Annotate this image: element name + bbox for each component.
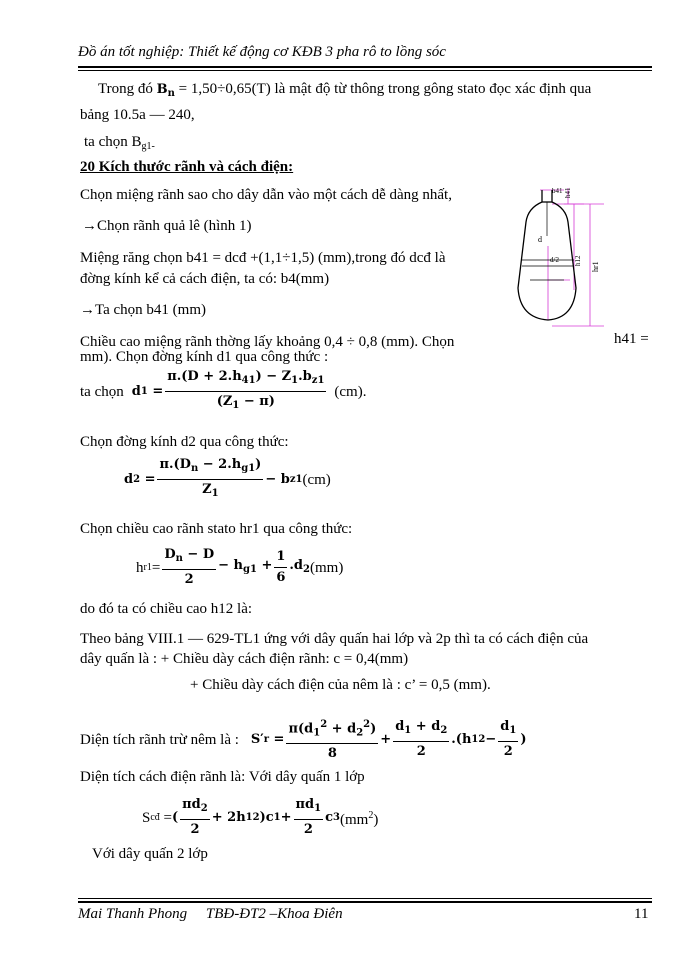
- line-s10a: Theo bảng VIII.1 — 629-TL1 ứng với dây quấn hai lớp và 2p thì ta có cách điện của: [80, 631, 589, 647]
- line-s5b: mm). Chọn đờng kính d1 qua công thức :: [80, 349, 329, 365]
- formula-scd-unit: $(mm^2)$: [340, 809, 379, 828]
- footer-class: TBĐ-ĐT2 –Khoa Điên: [205, 906, 343, 922]
- line-s3a: Miệng răng chọn b41 = dcđ +(1,1÷1,5) (mm),trong đó dcđ là: [80, 250, 446, 266]
- paragraph-2: ta chọn $B_{g1-}$: [84, 134, 155, 152]
- formula-d1-lead: ta chọn: [80, 383, 124, 400]
- page-number: 11: [634, 906, 649, 922]
- header-rule: [78, 66, 652, 68]
- section-heading: 20 Kích thước rãnh và cách điện:: [80, 159, 294, 175]
- formula-d1-unit: (cm).: [334, 383, 367, 400]
- formula-sr-line: [80, 716, 526, 763]
- line-s1: Chọn miệng rãnh sao cho dây dẫn vào một cách dễ dàng nhất,: [80, 187, 452, 203]
- figure-label-d1: d: [538, 235, 542, 244]
- figure-label-b41: b41: [552, 187, 563, 195]
- page-header: Đồ án tốt nghiệp: Thiết kế động cơ KĐB 3 pha rô to lồng sóc: [78, 44, 446, 60]
- line-s12: Diện tích cách điện rãnh là: Với dây quấn 1 lớp: [80, 769, 365, 785]
- formula-sr: S′ r = $\frac{\pi(d_1^2 + d_2^2)}{8}$ + $\frac{d_1 + d_2}{2}$ .(h 12 − $\frac{d_1}{2}$ ): [251, 716, 527, 763]
- line-s4: →Ta chọn b41 (mm): [80, 302, 207, 318]
- line-s14: Với dây quấn 2 lớp: [92, 846, 208, 862]
- figure-label-hr1: hr1: [591, 261, 600, 272]
- formula-sr-lead: Diện tích rãnh trừ nêm là :: [80, 731, 239, 748]
- line-s8: Chọn chiều cao rãnh stato hr1 qua công thức:: [80, 521, 353, 537]
- footer-rule: [78, 898, 652, 899]
- formula-d2-line: [124, 456, 331, 503]
- line-s7: Chọn đờng kính d2 qua công thức:: [80, 434, 289, 450]
- formula-d2: d 2 = $\frac{\pi.(D_n - 2.h_{g1})}{Z_1}$ − b z1: [124, 457, 303, 499]
- p1-lead: Trong đó: [98, 81, 153, 97]
- formula-d1: d 1 = $\frac{\pi.(D + 2.h_{41}) - Z_1.b_{z1}}{(Z_1 - \pi)}$: [131, 369, 325, 411]
- line-s9: do đó ta có chiều cao h12 là:: [80, 601, 253, 617]
- symbol-bn: $B_n$: [156, 82, 175, 99]
- figure-label-h41: h41: [564, 187, 572, 198]
- line-s10c: + Chiều dày cách điện của nêm là : c’ = 0,5 (mm).: [190, 677, 491, 693]
- formula-hr1-line: [136, 546, 343, 589]
- h41-label: h41 =: [614, 331, 649, 347]
- p2-text: ta chọn B: [84, 134, 142, 150]
- formula-hr1: h r1 = $\frac{D_n - D}{2}$ − $h_{g1}$ + $\frac{1}{6}$ $.d_2$: [136, 547, 310, 587]
- figure-label-h12: h12: [574, 255, 582, 266]
- formula-scd: S cđ = ( $\frac{\pi d_2}{2}$ + 2h 12 )c 1 + $\frac{\pi d_1}{2}$ c 3: [142, 797, 341, 837]
- paragraph-1: [98, 80, 591, 103]
- paragraph-1-cont: bảng 10.5a — 240,: [80, 107, 195, 123]
- formula-d1-line: [80, 368, 366, 415]
- figure-label-d2: d/2: [550, 256, 559, 264]
- slot-figure: [508, 180, 620, 330]
- footer-author: [78, 906, 343, 923]
- line-s5a: Chiều cao miệng rãnh thờng lấy khoảng 0,4 ÷ 0,8 (mm). Chọn: [80, 334, 455, 350]
- footer-author-name: Mai Thanh Phong: [78, 906, 188, 922]
- line-s2: →Chọn rãnh quả lê (hình 1): [82, 218, 252, 234]
- formula-scd-line: [142, 796, 378, 839]
- formula-d2-unit: (cm): [302, 471, 331, 488]
- formula-hr1-unit: (mm): [309, 559, 344, 576]
- line-s3b: đờng kính kể cả cách điện, ta có: b4(mm): [80, 271, 330, 287]
- p1-rest: = 1,50÷0,65(T) là mật độ từ thông trong gông stato đọc xác định qua: [178, 81, 592, 97]
- header-rule-2: [78, 70, 652, 71]
- footer-rule-2: [78, 901, 652, 903]
- line-s10b: dây quấn là : + Chiều dày cách điện rãnh: c = 0,4(mm): [80, 651, 409, 667]
